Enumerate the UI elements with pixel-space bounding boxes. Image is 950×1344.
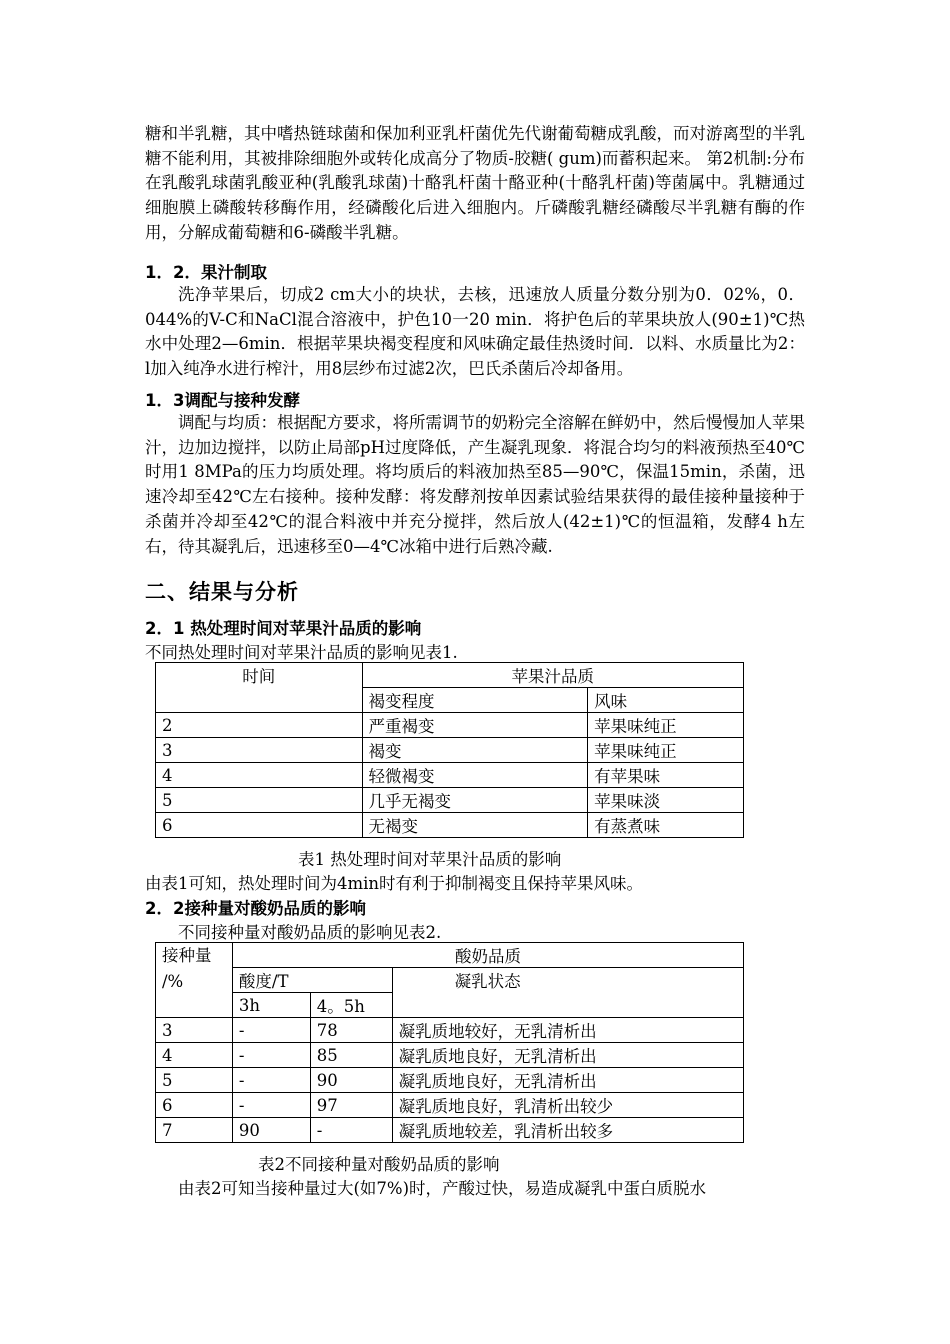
table-row [156,1068,744,1093]
table-2 [155,942,744,1143]
table-row [156,788,744,813]
table1-cell-time: 3 [156,738,363,763]
table1-header-flavor: 风味 [588,688,744,713]
table1-cell-flavor: 苹果味纯正 [588,713,744,738]
table1-cell-flavor: 苹果味淡 [588,788,744,813]
table1-header-quality: 苹果汁品质 [362,663,743,688]
table-row [156,738,744,763]
table2-cell-dose: 7 [156,1118,233,1143]
table2-header-dose-line1: 接种量 [162,946,212,965]
table1-lead: 不同热处理时间对苹果汁品质的影响见表1. [145,643,458,662]
table2-cell-dose: 4 [156,1043,233,1068]
table-row [156,713,744,738]
table2-lead: 不同接种量对酸奶品质的影响见表2. [178,923,442,942]
section-2-1-heading: 2．1 热处理时间对苹果汁品质的影响 [145,619,422,638]
table-row [156,1018,744,1043]
table2-cell-dose: 6 [156,1093,233,1118]
table2-cell-curd: 凝乳质地良好，无乳清析出 [392,1043,743,1068]
table2-header-quality: 酸奶品质 [232,943,743,968]
table1-cell-flavor: 有苹果味 [588,763,744,788]
table2-cell-4-5h: 90 [310,1068,392,1093]
table1-cell-browning: 几乎无褐变 [362,788,588,813]
table1-cell-browning: 严重褐变 [362,713,588,738]
table1-cell-browning: 轻微褐变 [362,763,588,788]
table-1 [155,662,744,838]
section-1-3-heading: 1．3调配与接种发酵 [145,391,300,410]
table1-cell-time: 4 [156,763,363,788]
table1-cell-flavor: 有蒸煮味 [588,813,744,838]
table2-header-dose-line2: /% [162,972,184,991]
section-1-2-paragraph: 洗净苹果后，切成2 cm大小的块状，去核，迅速放人质量分数分别为0．02%，0．044%的V-C和NaCl混合溶液中，护色10一20 min．将护色后的苹果块放人(90±1)℃热水中处理2—6min．根据苹果块褐变程度和风味确定最佳热烫时间．以料、水质量比为2：l加入纯净水进行榨汁，用8层纱布过滤2次，巴氏杀菌后冷却备用。 [145,285,805,379]
table2-cell-curd: 凝乳质地较差，乳清析出较多 [392,1118,743,1143]
table2-cell-4-5h: 97 [310,1093,392,1118]
table2-cell-4-5h: 85 [310,1043,392,1068]
table2-header-acidity: 酸度/T [232,968,392,993]
section-2-heading: 二、结果与分析 [145,580,299,604]
table2-header-3h: 3h [232,993,310,1018]
table2-header-curd: 凝乳状态 [392,968,743,1018]
table2-cell-3h: - [232,1093,310,1118]
section-1-2-heading: 1．2．果汁制取 [145,263,267,282]
table1-header-time: 时间 [156,663,363,713]
table-row [156,1118,744,1143]
table2-header-4-5h: 4。5h [310,993,392,1018]
table-row [156,1043,744,1068]
table2-cell-dose: 5 [156,1068,233,1093]
table2-header-dose [156,943,233,1018]
table-row [156,1093,744,1118]
table-row [156,813,744,838]
table2-cell-3h: 90 [232,1118,310,1143]
table2-cell-dose: 3 [156,1018,233,1043]
intro-paragraph: 糖和半乳糖，其中嗜热链球菌和保加利亚乳杆菌优先代谢葡萄糖成乳酸，而对游离型的半乳糖不能利用，其被排除细胞外或转化成高分了物质-胶糖( gum)而蓄积起来。 第2机制:分布在乳酸乳球菌乳酸亚种(乳酸乳球菌)十酪乳杆菌十酪亚种(十酪乳杆菌)等菌属中。乳糖通过细胞膜上磷酸转移酶作用，经磷酸化后进入细胞内。斤磷酸乳糖经磷酸尽半乳糖有酶的作用，分解成葡萄糖和6-磷酸半乳糖。 [145,124,805,242]
table2-cell-curd: 凝乳质地良好，无乳清析出 [392,1068,743,1093]
table1-header-browning: 褐变程度 [362,688,588,713]
table2-cell-4-5h: 78 [310,1018,392,1043]
table1-cell-time: 6 [156,813,363,838]
section-1-3-paragraph: 调配与均质：根据配方要求，将所需调节的奶粉完全溶解在鲜奶中，然后慢慢加人苹果汁，边加边搅拌，以防止局部pH过度降低，产生凝乳现象．将混合均匀的料液预热至40℃时用1 8MPa的压力均质处理。将均质后的料液加热至85—90℃，保温15min，杀菌，迅速冷却至42℃左右接种。接种发酵：将发酵剂按单因素试验结果获得的最佳接种量接种于杀菌并冷却至42℃的混合料液中并充分搅拌，然后放人(42±1)℃的恒温箱，发酵4 h左右，待其凝乳后，迅速移至0—4℃冰箱中进行后熟冷藏. [145,413,805,556]
table2-cell-curd: 凝乳质地较好，无乳清析出 [392,1018,743,1043]
section-2-2-heading: 2．2接种量对酸奶品质的影响 [145,899,366,918]
table1-caption: 表1 热处理时间对苹果汁品质的影响 [298,850,562,869]
table2-cell-4-5h: - [310,1118,392,1143]
table2-cell-3h: - [232,1018,310,1043]
table1-conclusion: 由表1可知，热处理时间为4min时有利于抑制褐变且保持苹果风味。 [145,874,644,893]
table2-cell-3h: - [232,1043,310,1068]
table2-cell-curd: 凝乳质地良好，乳清析出较少 [392,1093,743,1118]
table1-cell-browning: 褐变 [362,738,588,763]
table1-cell-time: 2 [156,713,363,738]
table1-cell-flavor: 苹果味纯正 [588,738,744,763]
table1-cell-browning: 无褐变 [362,813,588,838]
table2-cell-3h: - [232,1068,310,1093]
table2-caption: 表2不同接种量对酸奶品质的影响 [258,1155,500,1174]
table1-cell-time: 5 [156,788,363,813]
table2-conclusion: 由表2可知当接种量过大(如7%)时，产酸过快，易造成凝乳中蛋白质脱水 [178,1179,707,1198]
table-row [156,763,744,788]
